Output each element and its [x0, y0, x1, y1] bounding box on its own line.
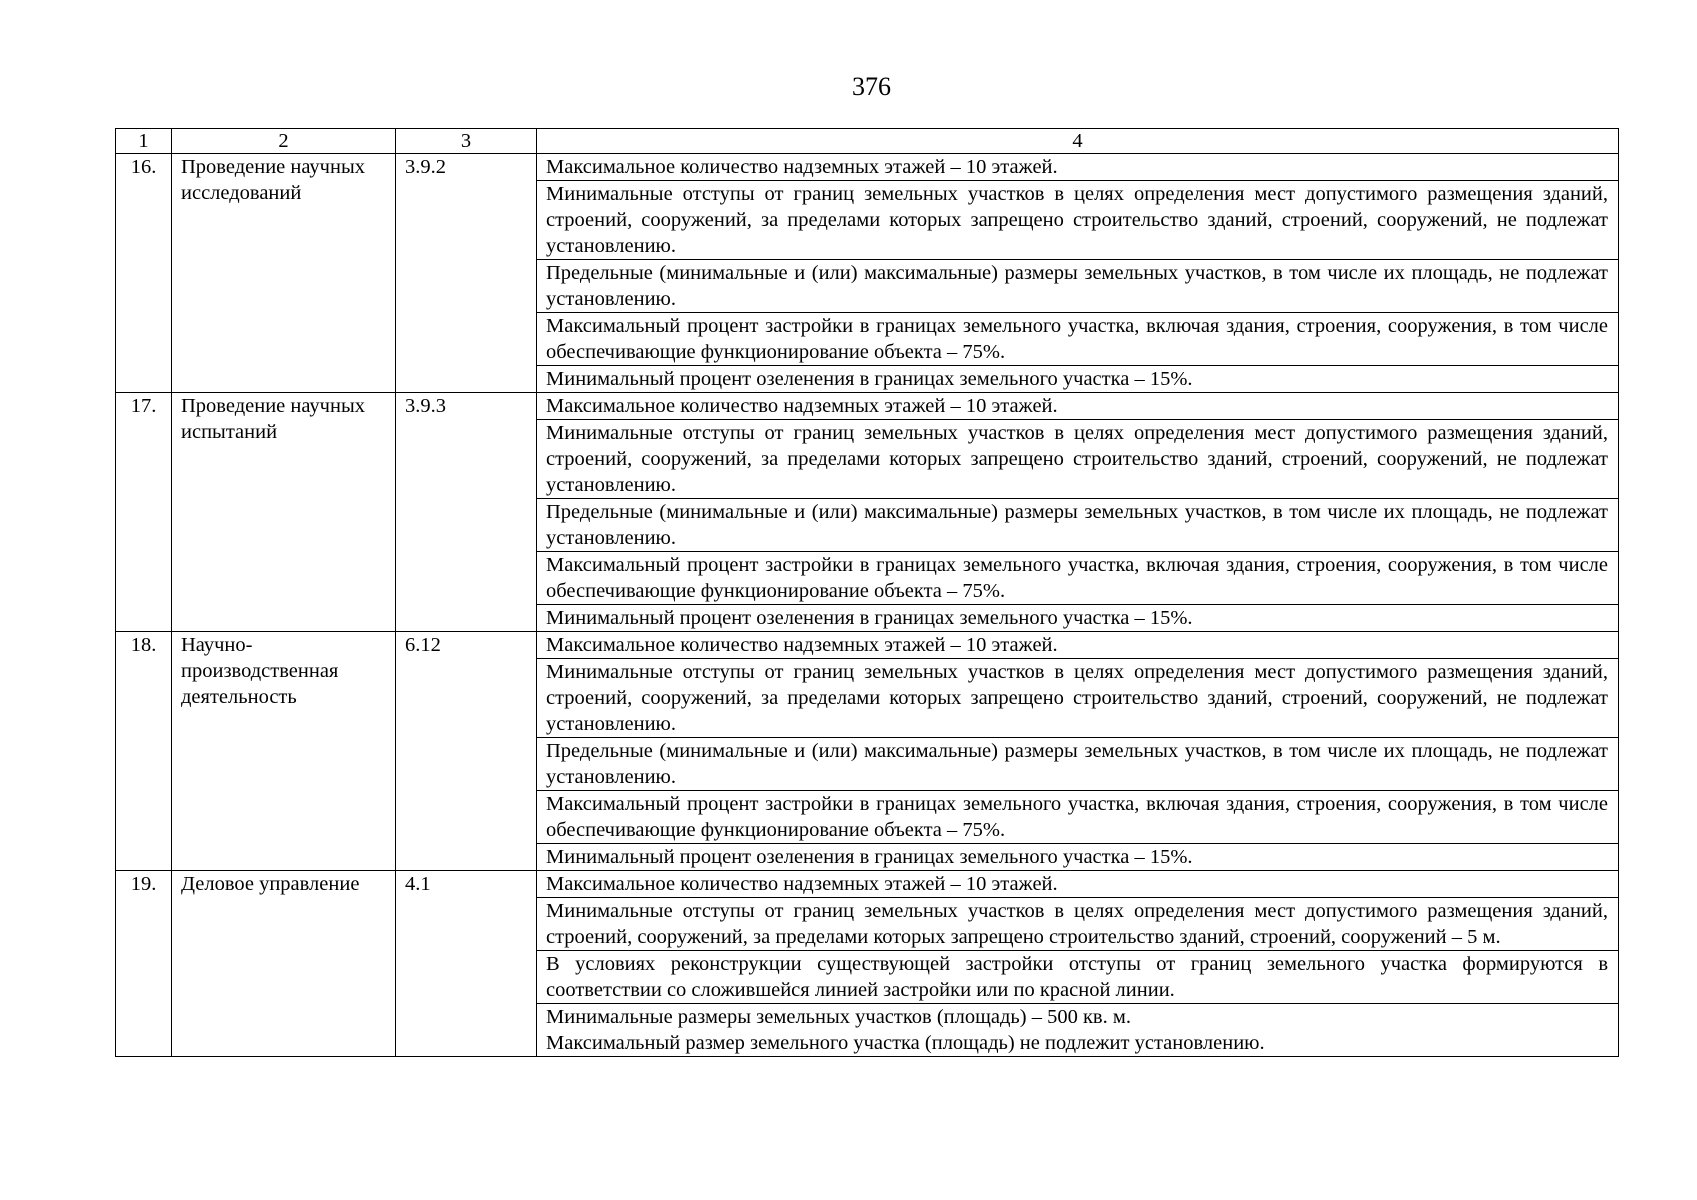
parameter-cell: Максимальное количество надземных этажей – 10 этажей.	[537, 632, 1619, 659]
parameter-cell: Предельные (минимальные и (или) максимальные) размеры земельных участков, в том числе их площадь, не подлежат установлению.	[537, 260, 1619, 313]
row-number: 16.	[116, 154, 172, 393]
land-use-code: 6.12	[396, 632, 537, 871]
land-use-type-name: Проведение научных исследований	[172, 154, 396, 393]
parameter-cell: Минимальные отступы от границ земельных участков в целях определения мест допустимого размещения зданий, строений, сооружений, за пределами которых запрещено строительство зданий, строений, сооружений – 5 м.	[537, 898, 1619, 951]
parameter-cell: Предельные (минимальные и (или) максимальные) размеры земельных участков, в том числе их площадь, не подлежат установлению.	[537, 738, 1619, 791]
header-col-2: 2	[172, 129, 396, 154]
parameter-cell: Минимальные отступы от границ земельных участков в целях определения мест допустимого размещения зданий, строений, сооружений, за пределами которых запрещено строительство зданий, строений, сооружений, не подлежат установлению.	[537, 181, 1619, 260]
land-use-code: 3.9.3	[396, 393, 537, 632]
header-col-4: 4	[537, 129, 1619, 154]
page-number: 376	[852, 72, 891, 101]
parameter-cell: Максимальный процент застройки в границах земельного участка, включая здания, строения, сооружения, в том числе обеспечивающие функционирование объекта – 75%.	[537, 313, 1619, 366]
table-row	[116, 871, 1619, 898]
parameter-cell: Минимальный процент озеленения в границах земельного участка – 15%.	[537, 844, 1619, 871]
parameter-cell: Максимальное количество надземных этажей – 10 этажей.	[537, 393, 1619, 420]
parameter-cell: Минимальный процент озеленения в границах земельного участка – 15%.	[537, 605, 1619, 632]
land-use-type-name: Проведение научных испытаний	[172, 393, 396, 632]
parameter-cell: Максимальный процент застройки в границах земельного участка, включая здания, строения, сооружения, в том числе обеспечивающие функционирование объекта – 75%.	[537, 791, 1619, 844]
table-row	[116, 393, 1619, 420]
parameter-line: Максимальный размер земельного участка (площадь) не подлежит установлению.	[546, 1032, 1265, 1054]
land-use-code: 3.9.2	[396, 154, 537, 393]
parameter-line: Минимальные размеры земельных участков (площадь) – 500 кв. м.	[546, 1006, 1131, 1028]
table-header-row	[116, 129, 1619, 154]
land-use-code: 4.1	[396, 871, 537, 1057]
table-row	[116, 632, 1619, 659]
land-use-type-name: Деловое управление	[172, 871, 396, 1057]
parameter-cell: Минимальные отступы от границ земельных участков в целях определения мест допустимого размещения зданий, строений, сооружений, за пределами которых запрещено строительство зданий, строений, сооружений, не подлежат установлению.	[537, 420, 1619, 499]
land-use-parameters-table	[115, 128, 1619, 1057]
parameter-cell: Минимальный процент озеленения в границах земельного участка – 15%.	[537, 366, 1619, 393]
parameter-cell: Максимальное количество надземных этажей – 10 этажей.	[537, 871, 1619, 898]
land-use-type-name: Научно-производственная деятельность	[172, 632, 396, 871]
parameter-cell: В условиях реконструкции существующей застройки отступы от границ земельного участка формируются в соответствии со сложившейся линией застройки или по красной линии.	[537, 951, 1619, 1004]
row-number: 17.	[116, 393, 172, 632]
header-col-1: 1	[116, 129, 172, 154]
row-number: 19.	[116, 871, 172, 1057]
row-number: 18.	[116, 632, 172, 871]
parameter-cell	[537, 1004, 1619, 1057]
parameter-cell: Максимальный процент застройки в границах земельного участка, включая здания, строения, сооружения, в том числе обеспечивающие функционирование объекта – 75%.	[537, 552, 1619, 605]
parameter-cell: Максимальное количество надземных этажей – 10 этажей.	[537, 154, 1619, 181]
parameter-cell: Минимальные отступы от границ земельных участков в целях определения мест допустимого размещения зданий, строений, сооружений, за пределами которых запрещено строительство зданий, строений, сооружений, не подлежат установлению.	[537, 659, 1619, 738]
table-row	[116, 154, 1619, 181]
header-col-3: 3	[396, 129, 537, 154]
parameter-cell: Предельные (минимальные и (или) максимальные) размеры земельных участков, в том числе их площадь, не подлежат установлению.	[537, 499, 1619, 552]
